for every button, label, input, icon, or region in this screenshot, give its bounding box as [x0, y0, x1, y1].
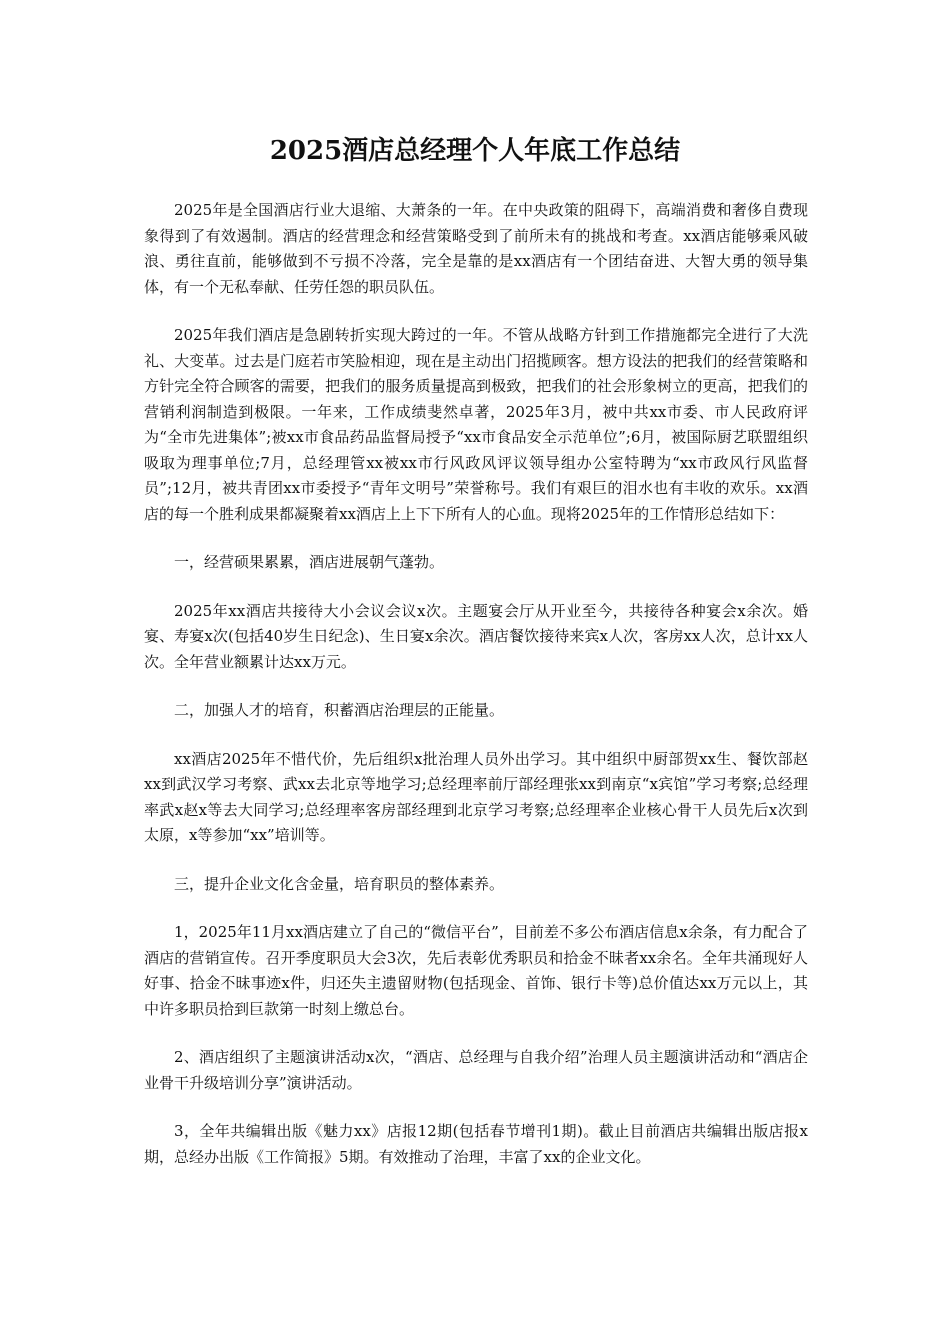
- section-heading-1: 一，经营硕果累累，酒店进展朝气蓬勃。: [174, 553, 445, 571]
- section-heading-2: 二，加强人才的培育，积蓄酒店治理层的正能量。: [174, 701, 505, 719]
- paragraph-training: xx酒店2025年不惜代价，先后组织x批治理人员外出学习。其中组织中厨部贺xx生、餐饮部赵xx到武汉学习考察、武xx去北京等地学习;总经理率前厅部经理张xx到南京“x宾馆”学习考察;总经理率武x赵x等去大同学习;总经理率客房部经理到北京学习考察;总经理率企业核心骨干人员先后x次到太原，x等参加“xx”培训等。: [144, 749, 808, 844]
- paragraph-intro: 2025年是全国酒店行业大退缩、大萧条的一年。在中央政策的阻碍下，高端消费和奢侈自费现象得到了有效遏制。酒店的经营理念和经营策略受到了前所未有的挑战和考查。xx酒店能够乘风破浪、勇往直前，能够做到不亏损不冷落，完全是靠的是xx酒店有一个团结奋进、大智大勇的领导集体，有一个无私奉献、任劳任怨的职员队伍。: [144, 201, 808, 296]
- document-body: [144, 198, 808, 1193]
- paragraph-operations: 2025年xx酒店共接待大小会议会议x次。主题宴会厅从开业至今，共接待各种宴会x余次。婚宴、寿宴x次(包括40岁生日纪念)、生日宴x余次。酒店餐饮接待来宾x人次，客房xx人次，总计xx人次。全年营业额累计达xx万元。: [144, 601, 808, 671]
- paragraph-achievements: 2025年我们酒店是急剧转折实现大跨过的一年。不管从战略方针到工作措施都完全进行了大洗礼、大变革。过去是门庭若市笑脸相迎，现在是主动出门招揽顾客。想方设法的把我们的经营策略和方针完全符合顾客的需要，把我们的服务质量提高到极致，把我们的社会形象树立的更高，把我们的营销利润制造到极限。一年来，工作成绩斐然卓著，2025年3月，被中共xx市委、市人民政府评为“全市先进集体”;被xx市食品药品监督局授予“xx市食品安全示范单位”;6月，被国际厨艺联盟组织吸取为理事单位;7月，总经理管xx被xx市行风政风评议领导组办公室特聘为“xx市政风行风监督员”;12月，被共青团xx市委授予“青年文明号”荣誉称号。我们有艰巨的泪水也有丰收的欢乐。xx酒店的每一个胜利成果都凝聚着xx酒店上上下下所有人的心血。现将2025年的工作情形总结如下：: [144, 326, 808, 523]
- section-heading-3: 三，提升企业文化含金量，培育职员的整体素养。: [174, 874, 505, 893]
- paragraph-culture-2: 2、酒店组织了主题演讲活动x次，“酒店、总经理与自我介绍”治理人员主题演讲活动和“酒店企业骨干升级培训分享”演讲活动。: [144, 1048, 808, 1092]
- paragraph-culture-1: 1，2025年11月xx酒店建立了自己的“微信平台”，目前差不多公布酒店信息x余条，有力配合了酒店的营销宣传。召开季度职员大会3次，先后表彰优秀职员和拾金不昧者xx余名。全年共涌现好人好事、拾金不昧事迹x件，归还失主遗留财物(包括现金、首饰、银行卡等)总价值达xx万元以上，其中许多职员拾到巨款第一时刻上缴总台。: [144, 923, 808, 1018]
- document-title: 2025酒店总经理个人年底工作总结: [269, 136, 681, 166]
- paragraph-culture-3: 3，全年共编辑出版《魅力xx》店报12期(包括春节增刊1期)。截止目前酒店共编辑出版店报x期，总经办出版《工作简报》5期。有效推动了治理，丰富了xx的企业文化。: [144, 1122, 808, 1166]
